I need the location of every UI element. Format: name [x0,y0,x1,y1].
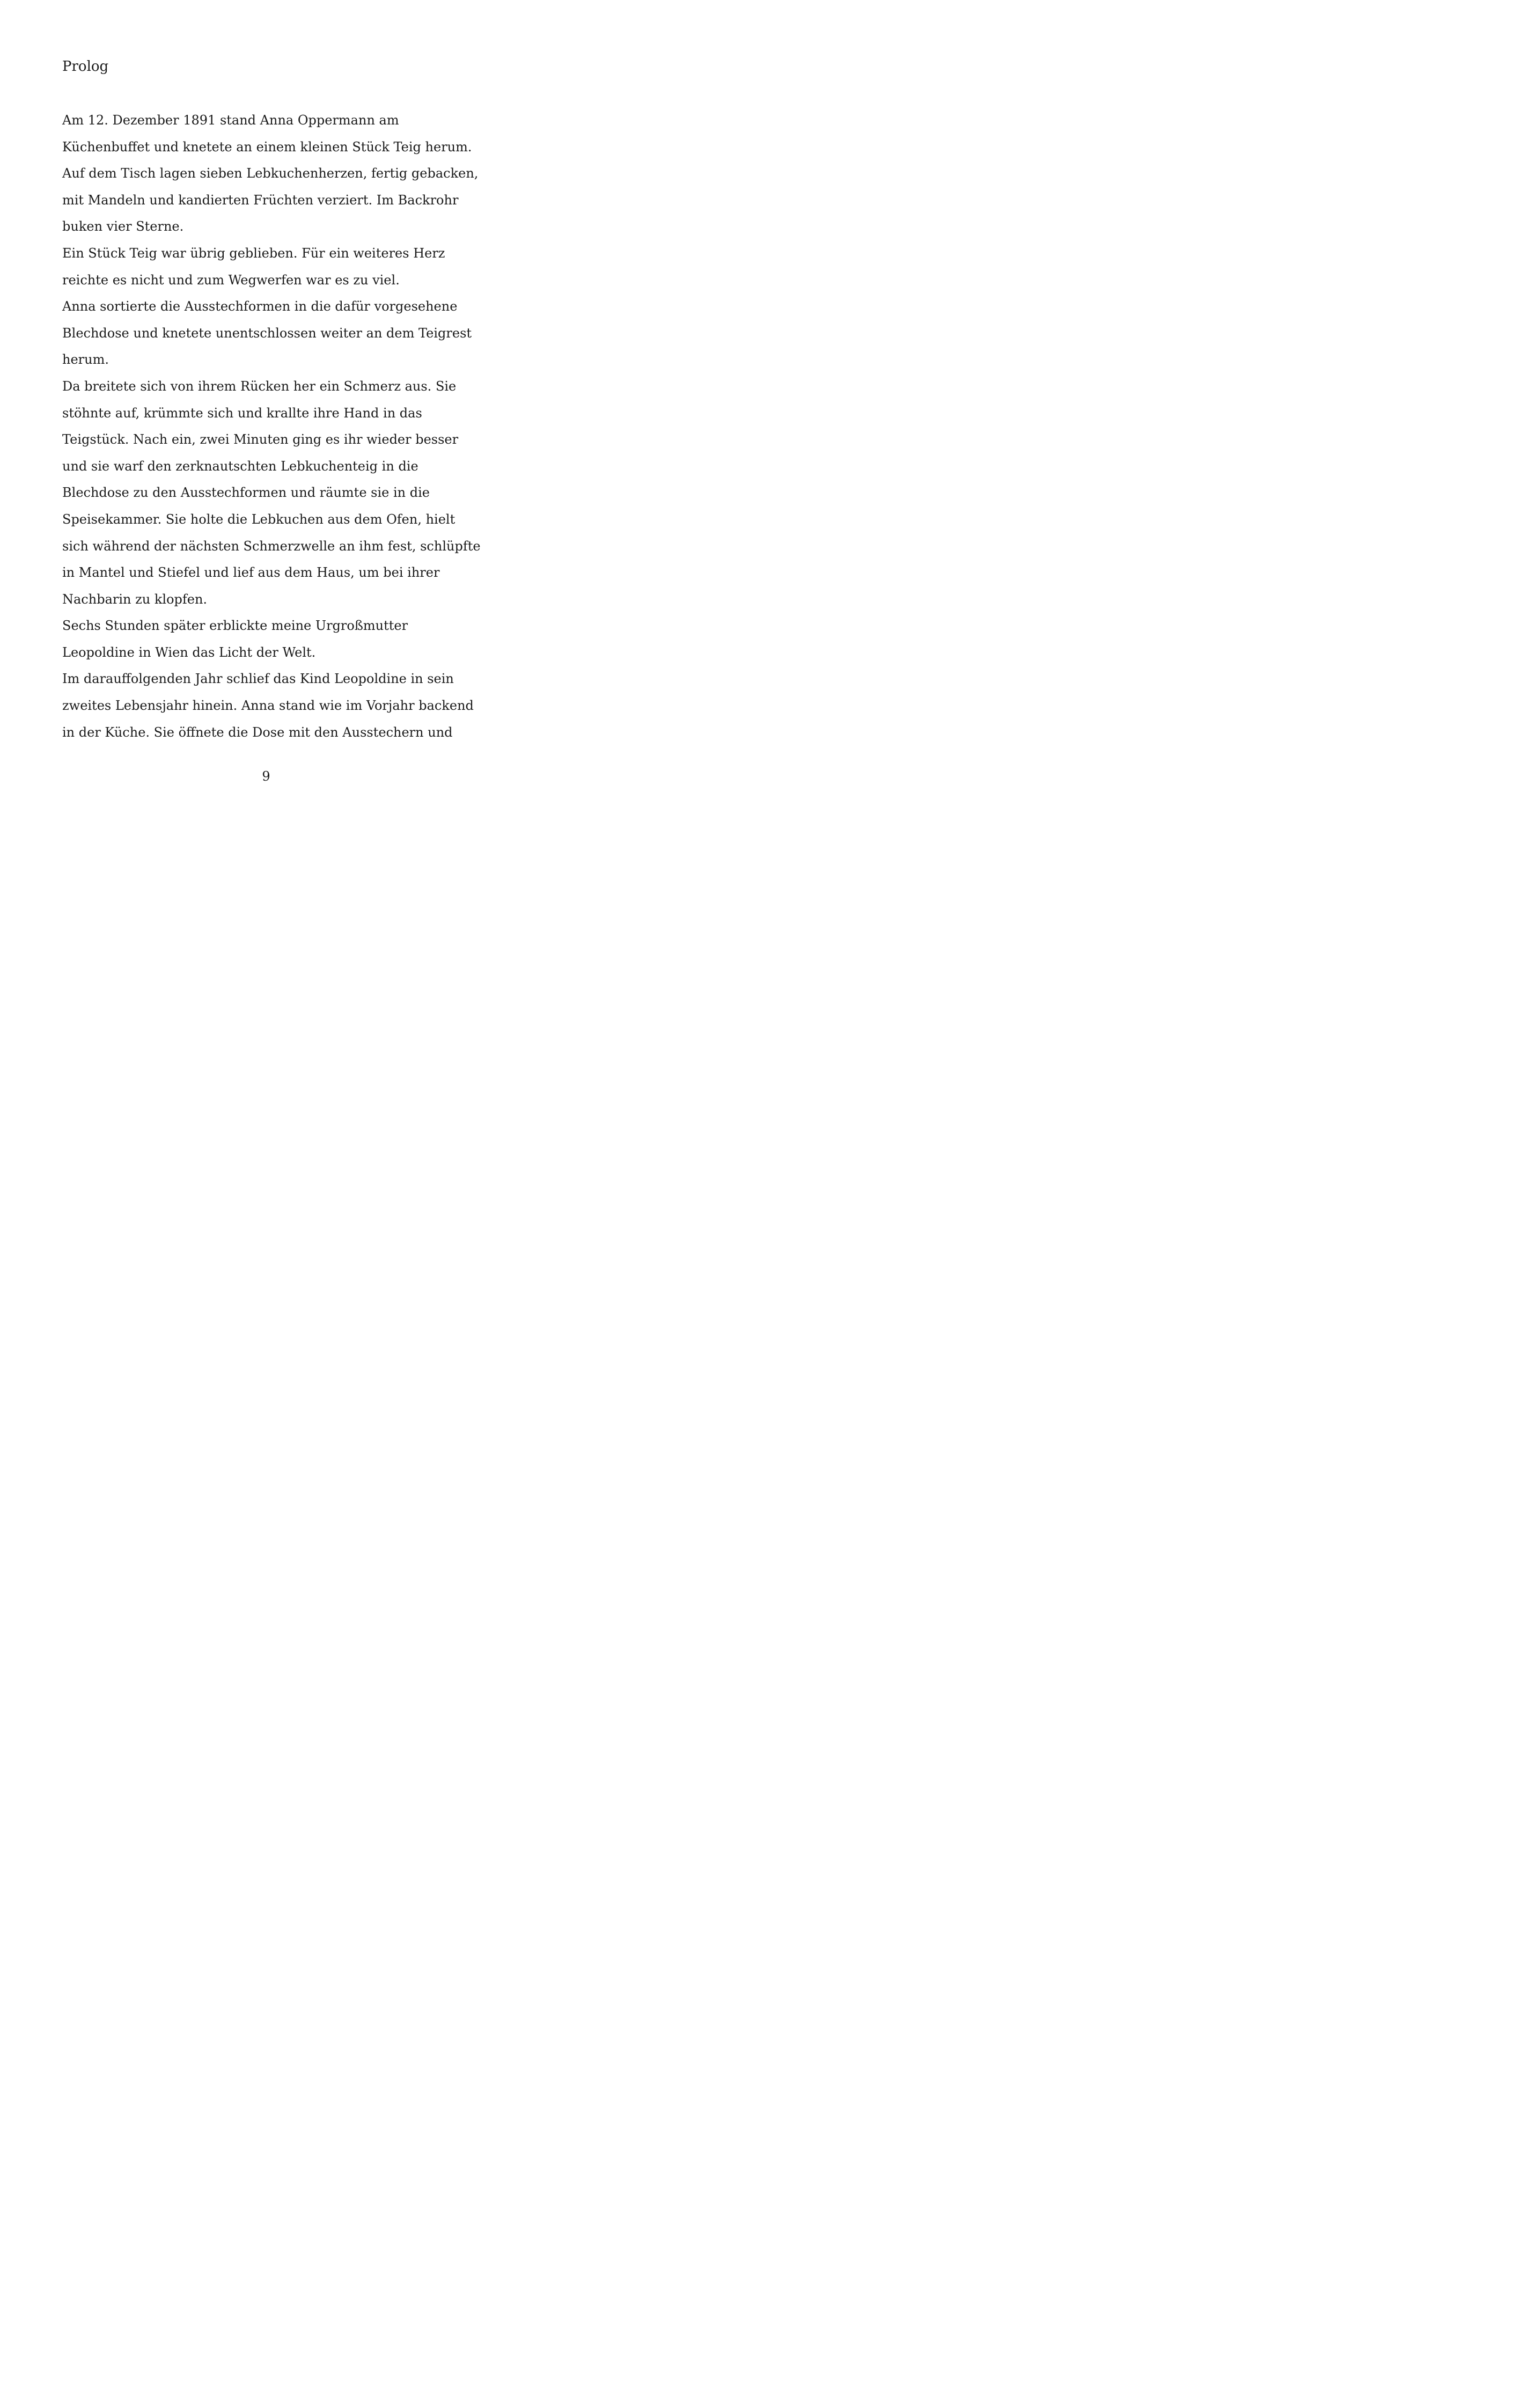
text-line: Sechs Stunden später erblickte meine Urgroßmutter [62,618,408,634]
page-number: 9 [262,769,270,784]
text-line: Anna sortierte die Ausstechformen in die dafür vorgesehene [62,299,458,314]
text-line: reichte es nicht und zum Wegwerfen war es zu viel. [62,272,400,288]
text-line: sich während der nächsten Schmerzwelle an ihm fest, schlüpfte [62,538,481,554]
text-line: Speisekammer. Sie holte die Lebkuchen aus dem Ofen, hielt [62,511,455,527]
text-line: zweites Lebensjahr hinein. Anna stand wie im Vorjahr backend [62,698,474,714]
text-line: Nachbarin zu klopfen. [62,591,208,607]
text-line: und sie warf den zerknautschten Lebkuchenteig in die [62,458,418,474]
text-line: Blechdose und knetete unentschlossen weiter an dem Teigrest [62,325,472,341]
text-line: Küchenbuffet und knetete an einem kleinen Stück Teig herum. [62,139,472,155]
text-line: Im darauffolgenden Jahr schlief das Kind Leopoldine in sein [62,671,454,687]
text-line: buken vier Sterne. [62,219,184,234]
chapter-title: Prolog [62,58,109,75]
text-line: Ein Stück Teig war übrig geblieben. Für ein weiteres Herz [62,245,445,261]
text-line: Leopoldine in Wien das Licht der Welt. [62,644,316,660]
text-line: Auf dem Tisch lagen sieben Lebkuchenherzen, fertig gebacken, [62,166,479,181]
text-line: Blechdose zu den Ausstechformen und räumte sie in die [62,485,430,501]
text-line: stöhnte auf, krümmte sich und krallte ihre Hand in das [62,405,422,421]
text-line: Da breitete sich von ihrem Rücken her ein Schmerz aus. Sie [62,378,457,394]
text-line: in der Küche. Sie öffnete die Dose mit den Ausstechern und [62,724,453,740]
body-text [62,107,481,746]
text-line: in Mantel und Stiefel und lief aus dem Haus, um bei ihrer [62,565,440,581]
text-line: herum. [62,352,109,368]
text-line: Teigstück. Nach ein, zwei Minuten ging es ihr wieder besser [62,432,459,447]
book-page [0,0,532,843]
text-line: mit Mandeln und kandierten Früchten verziert. Im Backrohr [62,192,459,208]
text-line: Am 12. Dezember 1891 stand Anna Oppermann am [62,113,399,128]
